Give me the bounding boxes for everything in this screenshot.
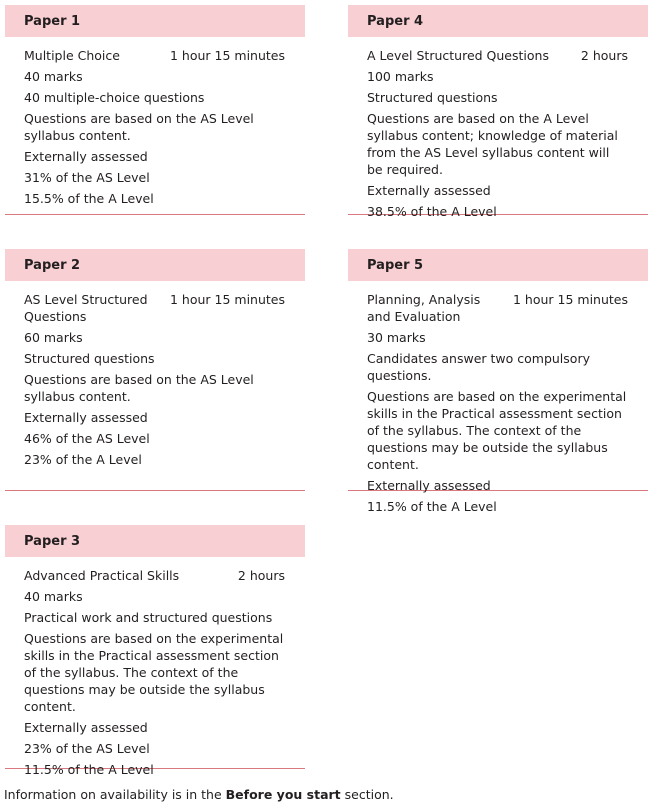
before-you-start-reference: Before you start xyxy=(225,787,341,802)
availability-note-end: section. xyxy=(340,787,394,802)
paper-detail: Questions are based on the A Level syllabus content; knowledge of material from the AS Level syllabus content will be required. xyxy=(367,111,618,177)
paper-detail: 30 marks xyxy=(367,330,426,345)
paper-detail: 11.5% of the A Level xyxy=(24,762,154,777)
paper-detail: Questions are based on the experimental skills in the Practical assessment section of the syllabus. The context of the questions may be outside the syllabus content. xyxy=(367,389,627,472)
paper-detail: 100 marks xyxy=(367,69,434,84)
paper-detail: 40 multiple-choice questions xyxy=(24,90,205,105)
paper-detail: 46% of the AS Level xyxy=(24,431,150,446)
paper-duration: 1 hour 15 minutes xyxy=(169,48,285,63)
paper-detail: 15.5% of the A Level xyxy=(24,191,154,206)
paper-detail: Externally assessed xyxy=(24,149,148,164)
paper-detail: Externally assessed xyxy=(24,720,148,735)
paper-component-name: Multiple Choice xyxy=(24,48,120,63)
paper-title: Paper 1 xyxy=(5,5,305,37)
paper-detail: Structured questions xyxy=(367,90,498,105)
paper-duration: 1 hour 15 minutes xyxy=(512,292,628,307)
paper-detail: Questions are based on the AS Level syllabus content. xyxy=(24,111,254,143)
paper-detail: Externally assessed xyxy=(367,183,491,198)
paper-detail: Candidates answer two compulsory questions. xyxy=(367,351,590,383)
paper-detail: 40 marks xyxy=(24,589,83,604)
paper-detail: Questions are based on the AS Level syllabus content. xyxy=(24,372,254,404)
paper-detail: Questions are based on the experimental skills in the Practical assessment section of the syllabus. The context of the questions may be outside the syllabus content. xyxy=(24,631,284,714)
paper-duration: 1 hour 15 minutes xyxy=(169,292,285,307)
availability-note xyxy=(4,787,394,802)
paper-detail: Structured questions xyxy=(24,351,155,366)
paper-component-name: Planning, Analysis and Evaluation xyxy=(367,292,481,324)
paper-2-card xyxy=(5,249,305,491)
paper-detail: 60 marks xyxy=(24,330,83,345)
paper-1-card xyxy=(5,5,305,215)
paper-duration: 2 hours xyxy=(237,568,285,583)
paper-5-card xyxy=(348,249,648,514)
paper-detail: 40 marks xyxy=(24,69,83,84)
paper-detail: Practical work and structured questions xyxy=(24,610,273,625)
paper-title: Paper 3 xyxy=(5,525,305,557)
paper-detail: 38.5% of the A Level xyxy=(367,204,497,219)
paper-3-card xyxy=(5,525,305,777)
availability-note-text: Information on availability is in the xyxy=(4,787,226,802)
paper-title: Paper 2 xyxy=(5,249,305,281)
paper-duration: 2 hours xyxy=(580,48,628,63)
paper-detail: 23% of the AS Level xyxy=(24,741,150,756)
paper-detail: 11.5% of the A Level xyxy=(367,499,497,514)
paper-component-name: AS Level Structured Questions xyxy=(24,292,148,324)
paper-detail: 31% of the AS Level xyxy=(24,170,150,185)
paper-component-name: Advanced Practical Skills xyxy=(24,568,180,583)
paper-title: Paper 5 xyxy=(348,249,648,281)
paper-detail: Externally assessed xyxy=(24,410,148,425)
paper-detail: Externally assessed xyxy=(367,478,491,493)
paper-detail: 23% of the A Level xyxy=(24,452,142,467)
paper-title: Paper 4 xyxy=(348,5,648,37)
paper-4-card xyxy=(348,5,648,219)
paper-component-name: A Level Structured Questions xyxy=(367,48,549,63)
